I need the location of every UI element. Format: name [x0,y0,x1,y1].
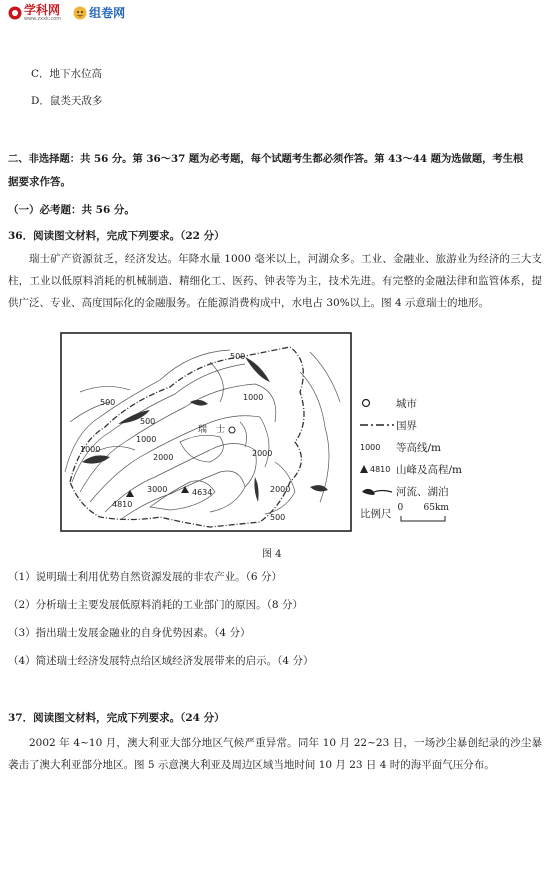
legend-contour [360,436,462,458]
peak-label: 4634 [192,488,213,497]
zujuanwang-logo [73,6,125,20]
xuekewang-name: 学科网 [24,3,61,17]
q36-subq-1: （1）说明瑞士利用优势自然资源发展的非农产业。（6 分） [8,571,282,583]
map-legend [360,392,462,524]
peak-label: 4810 [112,500,133,509]
q37-title: 37．阅读图文材料，完成下列要求。（24 分） [8,712,225,724]
legend-border-label: 国界 [396,419,417,432]
legend-scale [360,502,462,524]
required-heading: （一）必考题：共 56 分。 [8,204,135,216]
contour-label: 500 [100,398,116,407]
xuekewang-url: www.zxxk.com [24,16,62,22]
section-heading-line2: 据要求作答。 [8,176,71,188]
city-marker [229,427,235,433]
legend-contour-label: 等高线/m [396,441,441,454]
contour-label: 2000 [270,485,291,494]
scale-value: 65km [423,503,449,513]
city-icon [360,397,396,409]
q36-paragraph: 瑞士矿产资源贫乏，经济发达。年降水量 1000 毫米以上，河湖众多。工业、金融业、旅游业为经济的三大支柱，工业以低原料消耗的机械制造、精细化工、医药、钟表等为主，技术先进。有完整的金融法律和监管体系，提供广泛、专业、高度国际化的金融服务。在能源消费构成中，水电占 30%以上。图 4 示意瑞士的地形。 [8,253,542,309]
legend-peak [360,458,462,480]
contour-label: 500 [230,352,246,361]
legend-city-label: 城市 [396,397,417,410]
contour-label: 500 [140,417,156,426]
legend-peak-label: 山峰及高程/m [396,463,462,476]
q37-paragraph: 2002 年 4~10 月，澳大利亚大部分地区气候严重异常。同年 10 月 22~23 日，一场沙尘暴创纪录的沙尘暴袭击了澳大利亚部分地区。图 5 示意澳大利亚及周边区域当地时间 10 月 23 日 4 时的海平面气压分布。 [8,737,542,771]
option-c: C．地下水位高 [31,68,103,80]
contour-label: 2000 [252,449,273,458]
zujuanwang-name: 组卷网 [89,6,126,20]
scale-zero: 0 [397,503,404,513]
figure-caption: 图 4 [262,549,282,560]
section-heading-line1: 二、非选择题：共 56 分。第 36～37 题为必考题，每个试题考生都必须作答。第 43～44 题为选做题，考生根 [8,153,524,165]
q36-subq-3: （3）指出瑞士发展金融业的自身优势因素。（4 分） [8,627,251,639]
peak-icon [360,465,396,474]
xuekewang-logo [8,4,61,22]
option-d: D．鼠类天敌多 [31,95,103,107]
contour-label: 3000 [147,485,168,494]
legend-border [360,414,462,436]
mascot-icon [73,6,87,20]
q36-subq-2: （2）分析瑞士主要发展低原料消耗的工业部门的原因。（8 分） [8,599,303,611]
river-lake-icon [360,486,396,496]
border-line-icon [360,421,396,429]
contour-label: 2000 [153,453,174,462]
contour-sample: 1000 [360,442,381,452]
contour-label: 1000 [136,435,157,444]
q36-subq-4: （4）简述瑞士经济发展特点给区域经济发展带来的启示。（4 分） [8,655,314,667]
peak-sample: 4810 [370,464,391,474]
contour-label: 500 [270,513,286,522]
legend-water [360,480,462,502]
q36-title: 36．阅读图文材料，完成下列要求。（22 分） [8,230,225,242]
contour-label: 1000 [80,445,101,454]
contour-label: 1000 [243,393,264,402]
legend-city [360,392,462,414]
scale-label: 比例尺 [360,507,392,520]
header-logos [8,3,137,23]
switzerland-terrain-map [60,332,352,532]
xuekewang-icon [8,6,22,20]
scale-bar [398,503,460,523]
legend-water-label: 河流、湖泊 [396,485,449,498]
country-name-label: 瑞 士 [198,425,226,435]
